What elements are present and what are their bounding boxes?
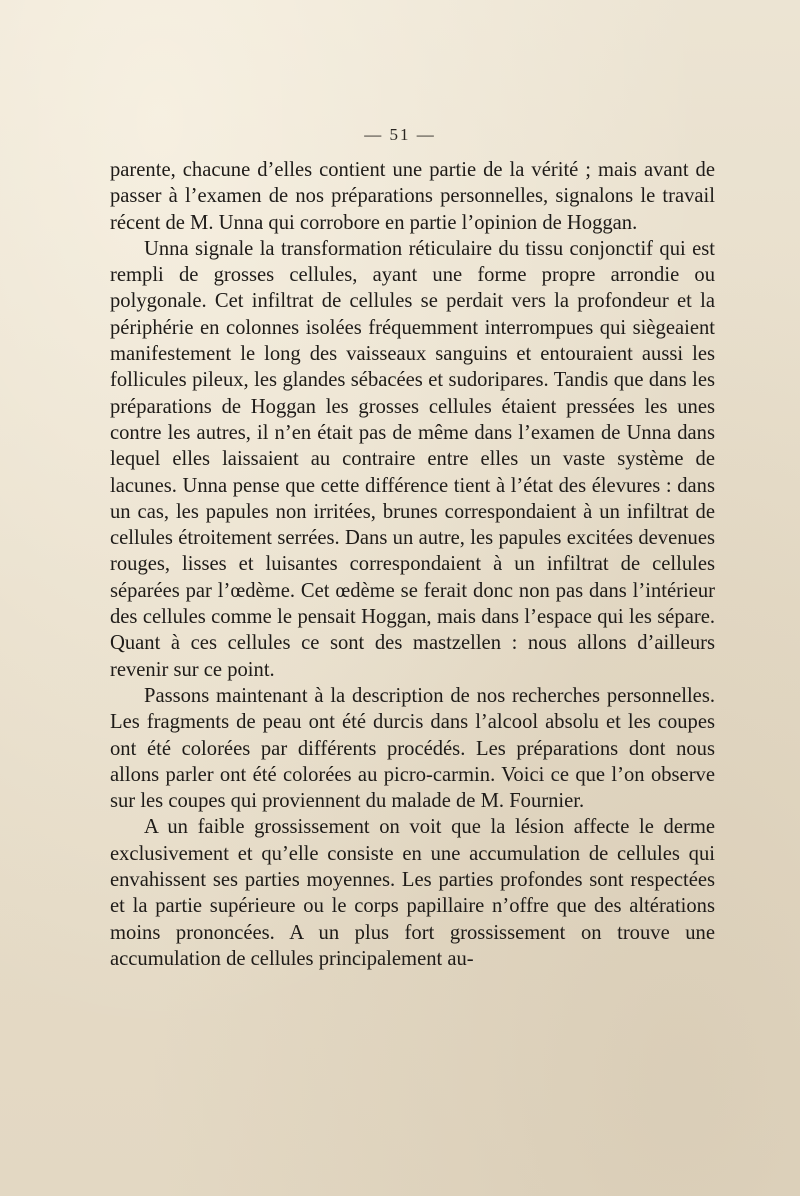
page-text — [110, 157, 715, 972]
paragraph-grossissement: A un faible grossissement on voit que la lésion affecte le derme exclusivement et qu’elle consiste en une accumulation de cellules qui envahissent ses parties moyennes. Les parties profondes sont respectées et la partie supérieure ou le corps papillaire n’offre que des altérations moins prononcées. A un plus fort grossissement on trouve une accumulation de cellules principalement au- — [110, 816, 715, 970]
paragraph-continuation: parente, chacune d’elles contient une partie de la vérité ; mais avant de passer à l’examen de nos préparations personnelles, signalons le travail récent de M. Unna qui corrobore en partie l’opinion de Hoggan. — [110, 159, 715, 234]
paragraph-unna: Unna signale la transformation réticulaire du tissu conjonctif qui est rempli de grosses cellules, ayant une forme propre arrondie ou polygonale. Cet infiltrat de cellules se perdait vers la profondeur et la périphérie en colonnes isolées fréquemment interrompues qui siègeaient manifestement le long des vaisseaux sanguins et entouraient aussi les follicules pileux, les glandes sébacées et sudoripares. Tandis que dans les préparations de Hoggan les grosses cellules étaient pressées les unes contre les autres, il n’en était pas de même dans l’examen de Unna dans lequel elles laissaient au contraire entre elles un vaste système de lacunes. Unna pense que cette différence tient à l’état des élevures : dans un cas, les papules non irritées, brunes correspondaient à un infiltrat de cellules étroitement serrées. Dans un autre, les papules excitées devenues rouges, lisses et luisantes correspondaient à un infiltrat de cellules séparées par l’œdème. Cet œdème se ferait donc non pas dans l’intérieur des cellules comme le pensait Hoggan, mais dans l’espace qui les sépare. Quant à ces cellules ce sont des mastzellen : nous allons d’ailleurs revenir sur ce point. — [110, 237, 715, 681]
page-number: — 51 — — [364, 125, 436, 144]
paragraph-recherches: Passons maintenant à la description de nos recherches personnelles. Les fragments de peau ont été durcis dans l’alcool absolu et les coupes ont été colorées par différents procédés. Les préparations dont nous allons parler ont été colorées au picro-carmin. Voici ce que l’on observe sur les coupes qui proviennent du malade de M. Fournier. — [110, 684, 715, 813]
